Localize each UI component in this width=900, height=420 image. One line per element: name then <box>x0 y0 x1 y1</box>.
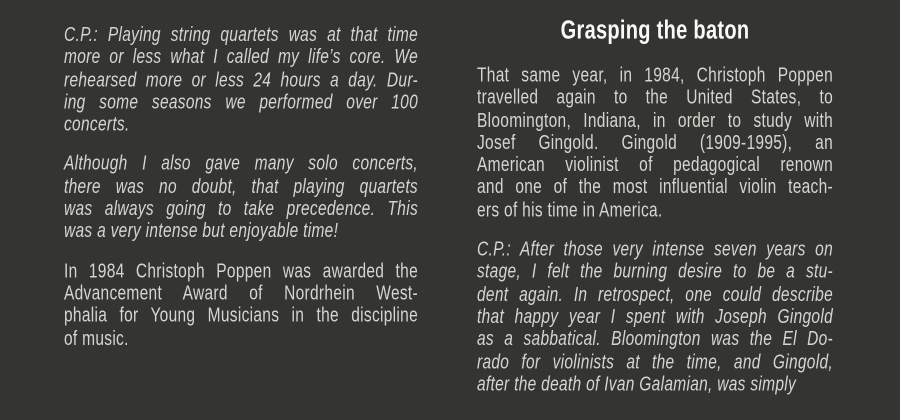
text-line: dent again. In retrospect, one could describe <box>477 283 833 306</box>
paragraph <box>64 153 418 243</box>
text-line: C.P.: After those very intense seven years on <box>477 238 833 261</box>
text-line: was a very intense but enjoyable time! <box>64 220 339 243</box>
text-line: rehearsed more or less 24 hours a day. Dur- <box>64 68 418 92</box>
paragraph <box>477 239 833 396</box>
text-line: Bloomington, Indiana, in order to study with <box>477 109 833 132</box>
text-line: as a sabbatical. Bloomington was the El Do- <box>477 328 833 351</box>
text-line: travelled again to the United States, to <box>477 86 833 109</box>
text-line: stage, I felt the burning desire to be a stu- <box>477 261 833 284</box>
text-line: Advancement Award of Nordrhein West- <box>64 282 418 305</box>
paragraph <box>477 64 833 221</box>
text-line: rado for violinists at the time, and Gingold, <box>477 351 833 374</box>
text-line: Josef Gingold. Gingold (1909-1995), an <box>477 131 833 154</box>
text-line: ers of his time in America. <box>477 199 663 222</box>
text-line: of music. <box>64 327 129 350</box>
text-line: That same year, in 1984, Christoph Poppen <box>477 64 833 87</box>
left-text-column <box>64 24 418 350</box>
text-line: American violinist of pedagogical renown <box>477 154 833 177</box>
section-heading: Grasping the baton <box>560 16 750 45</box>
text-line: phalia for Young Musicians in the discipline <box>64 305 418 328</box>
text-line: C.P.: Playing string quartets was at that time <box>64 24 418 47</box>
text-line: ing some seasons we performed over 100 <box>64 91 418 114</box>
text-line: and one of the most influential violin teach- <box>477 176 833 199</box>
text-line: In 1984 Christoph Poppen was awarded the <box>64 260 418 283</box>
text-line: Although I also gave many solo concerts, <box>64 153 418 176</box>
text-line: there was no doubt, that playing quartets <box>64 175 418 198</box>
text-line: after the death of Ivan Galamian, was simply <box>477 373 797 396</box>
right-text-column <box>477 15 833 396</box>
paragraph <box>64 260 418 350</box>
text-line: that happy year I spent with Joseph Gingold <box>477 306 833 329</box>
text-line: concerts. <box>64 113 130 137</box>
paragraph <box>64 24 418 136</box>
text-line: more or less what I called my life’s core. We <box>64 46 418 69</box>
text-line: was always going to take precedence. This <box>64 198 418 221</box>
